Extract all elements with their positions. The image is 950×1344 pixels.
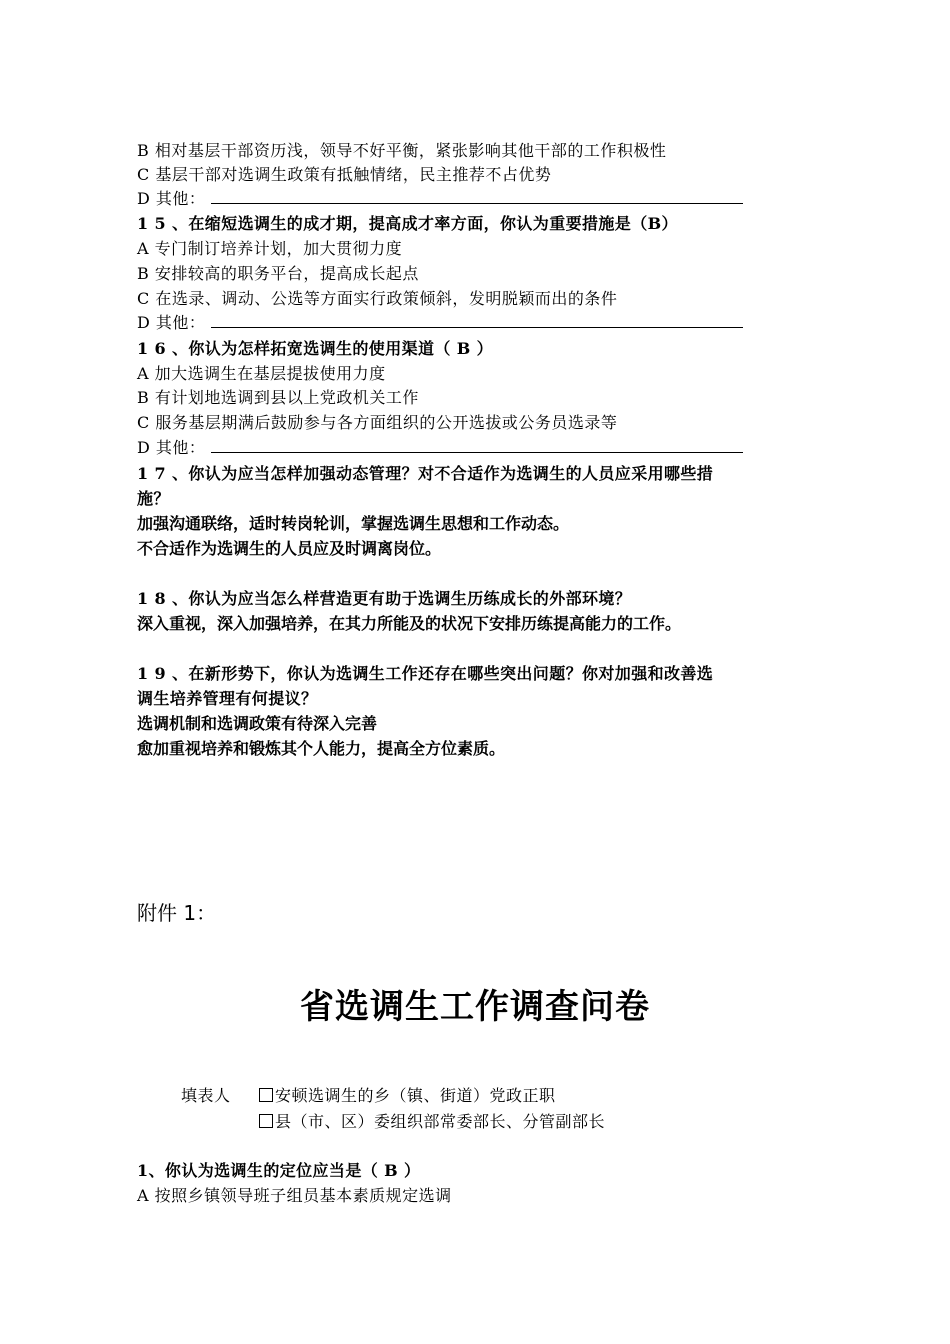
q16-other-blank — [211, 436, 743, 453]
checkbox-icon[interactable] — [259, 1088, 273, 1102]
q15-question: 1 5 、在缩短选调生的成才期，提高成才率方面，你认为重要措施是（B） — [137, 214, 678, 233]
q15-option-a: A 专门制订培养计划，加大贯彻力度 — [137, 239, 403, 258]
q14-option-b: B 相对基层干部资历浅，领导不好平衡，紧张影响其他干部的工作积极性 — [137, 141, 667, 160]
q15-option-c: C 在选录、调动、公选等方面实行政策倾斜，发明脱颖而出的条件 — [137, 289, 618, 308]
survey-title: 省选调生工作调查问卷 — [300, 987, 650, 1027]
q15-option-d-label: D 其他： — [137, 313, 206, 332]
q19-question-line1: 1 9 、在新形势下，你认为选调生工作还存在哪些突出问题？你对加强和改善选 — [137, 664, 714, 683]
q17-answer-line1: 加强沟通联络，适时转岗轮训，掌握选调生思想和工作动态。 — [137, 514, 570, 533]
filler-option-2 — [259, 1110, 605, 1134]
q14-option-d — [137, 187, 827, 211]
filler-option-1 — [259, 1084, 556, 1108]
q19-question-line2: 调生培养管理有何提议？ — [137, 689, 318, 708]
filler-option-1-text: 安顿选调生的乡（镇、街道）党政正职 — [275, 1086, 556, 1105]
q17-question-line1: 1 7 、你认为应当怎样加强动态管理？对不合适作为选调生的人员应采用哪些措 — [137, 464, 714, 483]
q17-answer-line2: 不合适作为选调生的人员应及时调离岗位。 — [137, 539, 442, 558]
s1-option-a: A 按照乡镇领导班子组员基本素质规定选调 — [137, 1186, 452, 1205]
q16-option-d — [137, 436, 827, 460]
q16-option-a: A 加大选调生在基层提拔使用力度 — [137, 364, 386, 383]
q15-option-b: B 安排较高的职务平台，提高成长起点 — [137, 264, 419, 283]
attachment-label: 附件 1： — [137, 901, 217, 925]
q18-answer: 深入重视，深入加强培养，在其力所能及的状况下安排历练提高能力的工作。 — [137, 614, 682, 633]
q16-option-d-label: D 其他： — [137, 438, 206, 457]
filler-option-2-text: 县（市、区）委组织部常委部长、分管副部长 — [275, 1112, 606, 1131]
q16-option-b: B 有计划地选调到县以上党政机关工作 — [137, 388, 419, 407]
q17-question-line2: 施？ — [137, 489, 170, 508]
q19-answer-line1: 选调机制和选调政策有待深入完善 — [137, 714, 378, 733]
q14-other-blank — [211, 187, 743, 204]
q15-option-d — [137, 311, 827, 335]
q15-other-blank — [211, 311, 743, 328]
q16-option-c: C 服务基层期满后鼓励参与各方面组织的公开选拔或公务员选录等 — [137, 413, 618, 432]
q18-question: 1 8 、你认为应当怎么样营造更有助于选调生历练成长的外部环境？ — [137, 589, 632, 608]
filler-label: 填表人 — [181, 1086, 231, 1105]
q14-option-d-label: D 其他： — [137, 189, 206, 208]
q16-question: 1 6 、你认为怎样拓宽选调生的使用渠道（ B ） — [137, 339, 494, 358]
q14-option-c: C 基层干部对选调生政策有抵触情绪，民主推荐不占优势 — [137, 165, 552, 184]
checkbox-icon[interactable] — [259, 1114, 273, 1128]
s1-question: 1、你认为选调生的定位应当是（ B ） — [137, 1161, 421, 1180]
q19-answer-line2: 愈加重视培养和锻炼其个人能力，提高全方位素质。 — [137, 739, 506, 758]
